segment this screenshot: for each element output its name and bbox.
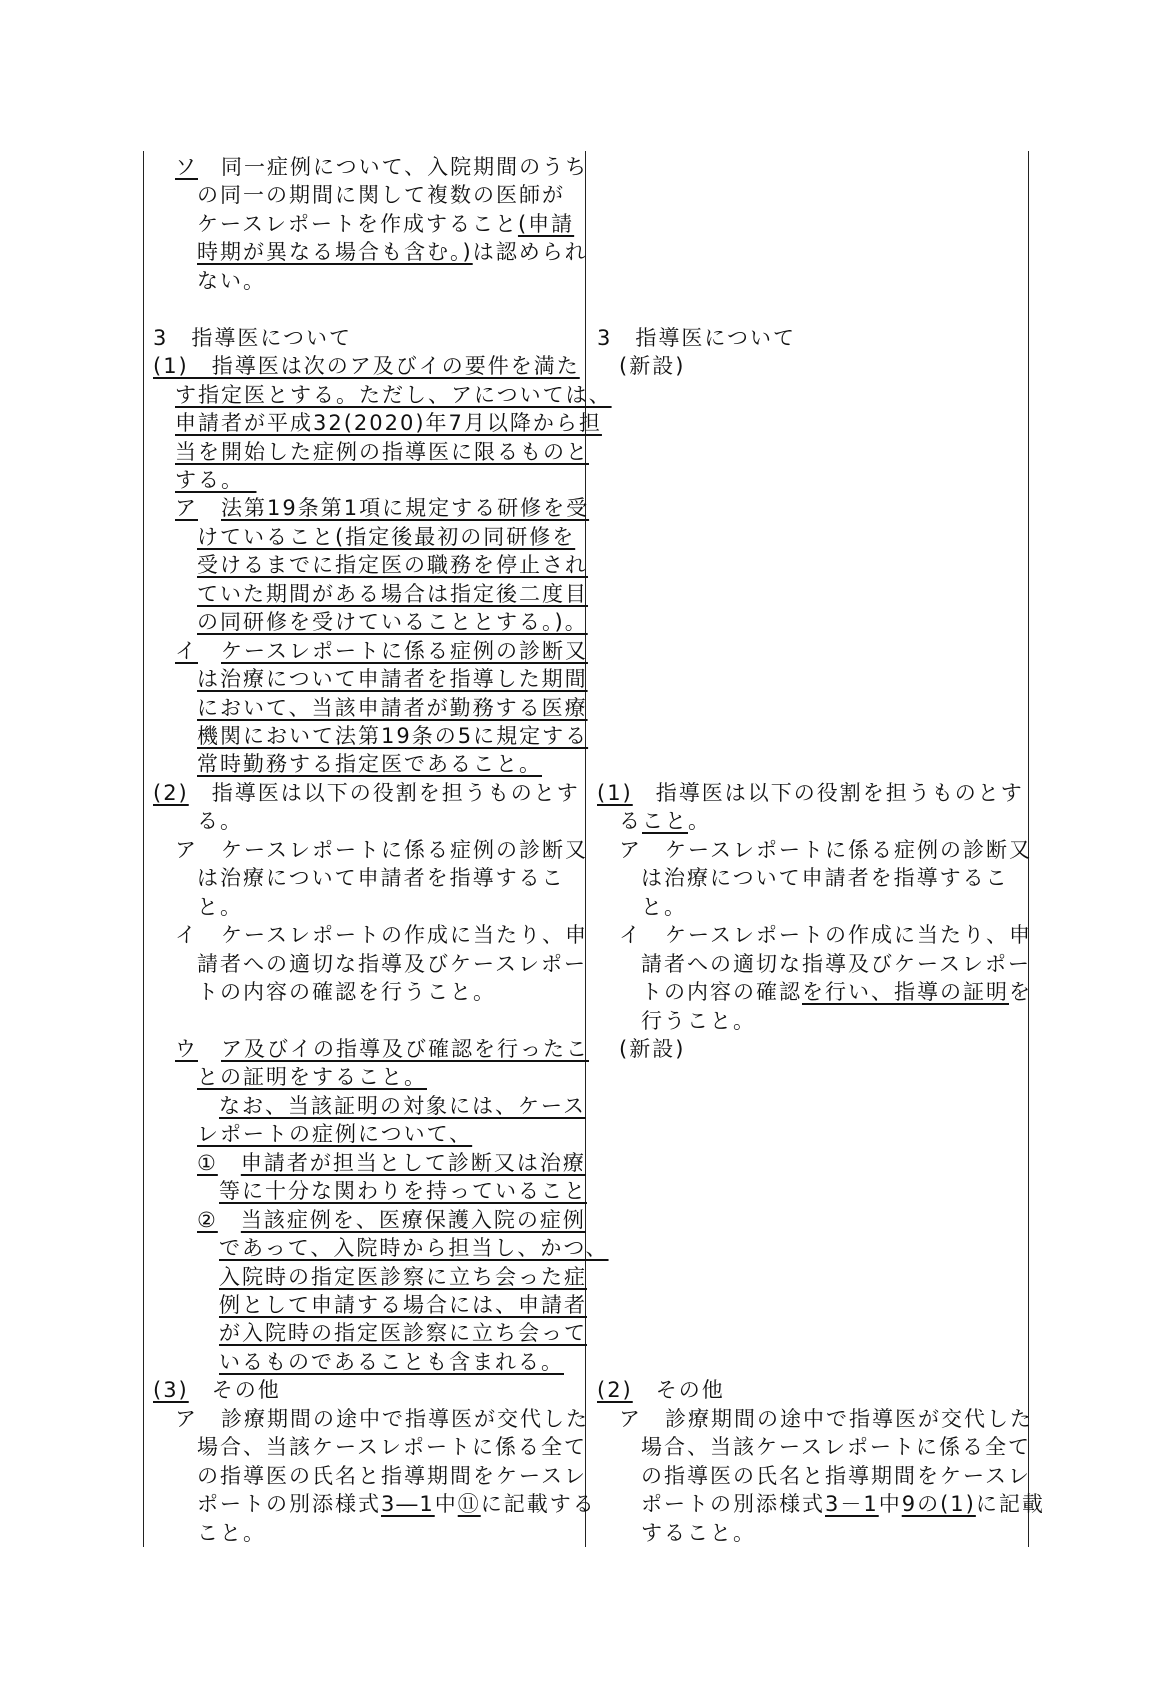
left-text-line <box>197 1063 427 1091</box>
right-text-line <box>641 1007 756 1035</box>
left-text-line <box>219 1263 587 1291</box>
left-text-line <box>219 1348 564 1376</box>
left-text-line <box>219 1234 609 1262</box>
amended-text: ウ <box>175 1036 198 1061</box>
text-segment: 3 指導医について <box>153 325 352 350</box>
text-segment <box>198 1037 221 1061</box>
right-text-line <box>597 1376 725 1404</box>
left-text-line <box>219 1291 587 1319</box>
amended-text: ていた期間がある場合は指定後二度目 <box>197 581 588 606</box>
left-text-line <box>197 1462 587 1490</box>
amended-text: なお、当該証明の対象には、ケース <box>219 1093 586 1118</box>
amended-text: す指定医とする。ただし、アについては、 <box>175 382 612 407</box>
right-text-line <box>641 1462 1031 1490</box>
text-segment: 指導医は以下の役割を担うものとす <box>188 780 580 805</box>
left-text-line <box>197 181 565 209</box>
right-text-line <box>641 864 1009 892</box>
amended-text: レポートの症例について、 <box>197 1122 473 1147</box>
left-text-line <box>175 381 612 409</box>
amended-text: けていること(指定後最初の同研修を <box>197 524 576 549</box>
left-text-line <box>197 694 588 722</box>
text-segment: (新設) <box>619 354 686 379</box>
left-text-line <box>197 893 243 921</box>
amended-text: 時期が異なる場合も含む。) <box>197 240 473 265</box>
amended-text: 申請者が平成32(2020)年7月以降から担 <box>175 411 602 436</box>
text-segment <box>198 496 221 520</box>
amended-text: (2) <box>153 780 189 805</box>
amended-text: ア <box>175 496 198 521</box>
amended-text: 申請者が担当として診断又は治療 <box>240 1150 586 1175</box>
left-text-line <box>197 551 588 579</box>
text-segment <box>218 1208 241 1232</box>
text-segment: ア 診療期間の途中で指導医が交代した <box>175 1406 589 1431</box>
text-segment: 同一症例について、入院期間のうち <box>198 155 589 179</box>
left-text-line <box>175 409 602 437</box>
left-text-line <box>175 494 589 522</box>
text-segment: すること。 <box>641 1520 756 1545</box>
amended-text: (1) <box>597 780 633 805</box>
right-text-line <box>641 1433 1031 1461</box>
amended-text: ① <box>197 1150 218 1175</box>
text-segment: の指導医の氏名と指導期間をケースレ <box>197 1463 587 1488</box>
right-text-line <box>619 921 1032 949</box>
amended-text: 3―1 <box>381 1492 435 1517</box>
amended-text: であって、入院時から担当し、かつ、 <box>219 1236 609 1261</box>
text-segment: は治療について申請者を指導するこ <box>641 866 1009 891</box>
left-text-line <box>197 950 587 978</box>
left-text-line <box>175 1405 589 1433</box>
amended-text: 受けるまでに指定医の職務を停止され <box>197 553 588 578</box>
text-segment: ア 診療期間の途中で指導医が交代した <box>619 1406 1033 1431</box>
left-text-line <box>175 921 588 949</box>
amended-text: 等に十分な関わりを持っていること <box>219 1179 587 1204</box>
left-text-line <box>175 438 589 466</box>
text-segment: ア ケースレポートに係る症例の診断又 <box>175 837 588 862</box>
text-segment: 行うこと。 <box>641 1008 756 1033</box>
amended-text: を行い、指導の証明 <box>802 980 1009 1005</box>
amended-text: (2) <box>597 1378 633 1403</box>
left-text-line <box>197 523 575 551</box>
amended-text: の同研修を受けていることとする。)。 <box>197 610 588 635</box>
left-text-line <box>197 1490 596 1518</box>
right-text-line <box>619 1035 685 1063</box>
table-border-left <box>143 151 144 1547</box>
text-segment: トの内容の確認 <box>641 980 802 1005</box>
left-text-line <box>197 864 565 892</box>
left-text-line <box>153 324 352 352</box>
amended-text: いるものであることも含まれる。 <box>219 1349 564 1374</box>
text-segment: その他 <box>188 1378 281 1403</box>
text-segment: と。 <box>641 894 687 919</box>
right-text-line <box>641 950 1031 978</box>
text-segment: 場合、当該ケースレポートに係る全て <box>641 1435 1031 1460</box>
right-text-line <box>641 893 687 921</box>
amended-text: する。 <box>175 467 257 492</box>
amended-text: ソ <box>175 155 198 179</box>
text-segment: の同一の期間に関して複数の医師が <box>197 183 565 208</box>
text-segment: 中 <box>878 1492 902 1517</box>
text-segment: その他 <box>632 1378 725 1403</box>
text-segment: 請者への適切な指導及びケースレポー <box>641 951 1031 976</box>
left-text-line <box>197 608 588 636</box>
amended-text: (1) 指導医は次のア及びイの要件を満た <box>153 354 580 379</box>
left-text-line <box>153 1376 281 1404</box>
text-segment: は認められ <box>472 240 588 265</box>
text-segment: を <box>1009 980 1032 1005</box>
text-segment: ポートの別添様式 <box>197 1492 381 1517</box>
amended-text: (申請 <box>517 211 575 236</box>
left-text-line <box>175 466 257 494</box>
text-segment: は治療について申請者を指導するこ <box>197 866 565 891</box>
text-segment: 中 <box>434 1492 458 1517</box>
left-text-line <box>197 722 588 750</box>
left-text-line <box>175 637 588 665</box>
amended-text: 3－1 <box>825 1492 879 1517</box>
text-segment: に記載 <box>975 1492 1045 1517</box>
text-segment: る <box>619 809 642 834</box>
amended-text: が入院時の指定医診察に立ち会って <box>219 1321 587 1346</box>
right-text-line <box>597 779 1024 807</box>
text-segment <box>218 1151 241 1175</box>
amended-text: は治療について申請者を指導した期間 <box>197 667 588 692</box>
right-text-line <box>641 1519 756 1547</box>
right-text-line <box>619 807 711 835</box>
left-text-line <box>153 352 580 380</box>
right-text-line <box>597 324 796 352</box>
text-segment: ア ケースレポートに係る症例の診断又 <box>619 837 1032 862</box>
text-segment: に記載する <box>480 1492 596 1517</box>
amended-text: 9の(1) <box>901 1492 976 1517</box>
text-segment: イ ケースレポートの作成に当たり、申 <box>619 923 1032 948</box>
left-text-line <box>197 1206 586 1234</box>
text-segment: 場合、当該ケースレポートに係る全て <box>197 1435 587 1460</box>
amended-text: 法第19条第1項に規定する研修を受 <box>221 496 590 521</box>
left-text-line <box>197 1433 587 1461</box>
left-text-line <box>197 1149 586 1177</box>
amended-text: 当を開始した症例の指導医に限るものと <box>175 439 589 464</box>
text-segment: と。 <box>197 894 243 919</box>
text-segment: 請者への適切な指導及びケースレポー <box>197 951 587 976</box>
right-text-line <box>641 978 1032 1006</box>
amended-text: (3) <box>153 1378 189 1403</box>
left-text-line <box>175 153 588 181</box>
left-text-line <box>197 750 542 778</box>
left-text-line <box>219 1319 587 1347</box>
text-segment: ケースレポートを作成すること <box>197 211 518 236</box>
text-segment: ない。 <box>197 268 266 293</box>
right-text-line <box>619 1405 1033 1433</box>
left-text-line <box>219 1177 587 1205</box>
text-segment: の指導医の氏名と指導期間をケースレ <box>641 1463 1031 1488</box>
right-text-line <box>641 1490 1045 1518</box>
text-segment: 指導医は以下の役割を担うものとす <box>632 780 1024 805</box>
text-segment: 3 指導医について <box>597 325 796 350</box>
left-text-line <box>153 779 580 807</box>
amended-text: 例として申請する場合には、申請者 <box>219 1293 587 1317</box>
amended-text: 当該症例を、医療保護入院の症例 <box>240 1207 586 1232</box>
left-text-line <box>197 1519 266 1547</box>
left-text-line <box>197 1120 472 1148</box>
left-text-line <box>219 1092 586 1120</box>
amended-text: ⑪ <box>457 1492 481 1517</box>
text-segment: こと。 <box>197 1520 266 1545</box>
amended-text: 常時勤務する指定医であること。 <box>197 752 542 777</box>
left-text-line <box>197 580 588 608</box>
left-text-line <box>197 665 588 693</box>
text-segment: イ ケースレポートの作成に当たり、申 <box>175 923 588 948</box>
amended-text: において、当該申請者が勤務する医療 <box>197 695 588 720</box>
amended-text: ② <box>197 1207 218 1232</box>
amended-text: 機関において法第19条の5に規定する <box>197 724 589 748</box>
left-text-line <box>197 807 243 835</box>
amended-text: イ <box>175 638 198 663</box>
amended-text: ケースレポートに係る症例の診断又 <box>221 638 588 663</box>
left-text-line <box>175 836 588 864</box>
text-segment: る。 <box>197 809 243 834</box>
left-text-line <box>197 267 266 295</box>
left-text-line <box>197 238 588 266</box>
text-segment: (新設) <box>619 1036 686 1061</box>
left-text-line <box>197 210 574 238</box>
text-segment: トの内容の確認を行うこと。 <box>197 980 496 1005</box>
amended-text: こと <box>642 809 688 834</box>
text-segment <box>198 639 221 663</box>
amended-text: 入院時の指定医診察に立ち会った症 <box>219 1264 587 1289</box>
right-text-line <box>619 836 1032 864</box>
left-text-line <box>197 978 496 1006</box>
right-text-line <box>619 352 685 380</box>
amended-text: との証明をすること。 <box>197 1065 427 1090</box>
text-segment: 。 <box>688 809 711 834</box>
left-text-line <box>175 1035 589 1063</box>
text-segment: ポートの別添様式 <box>641 1492 825 1517</box>
amended-text: ア及びイの指導及び確認を行ったこ <box>221 1036 589 1061</box>
